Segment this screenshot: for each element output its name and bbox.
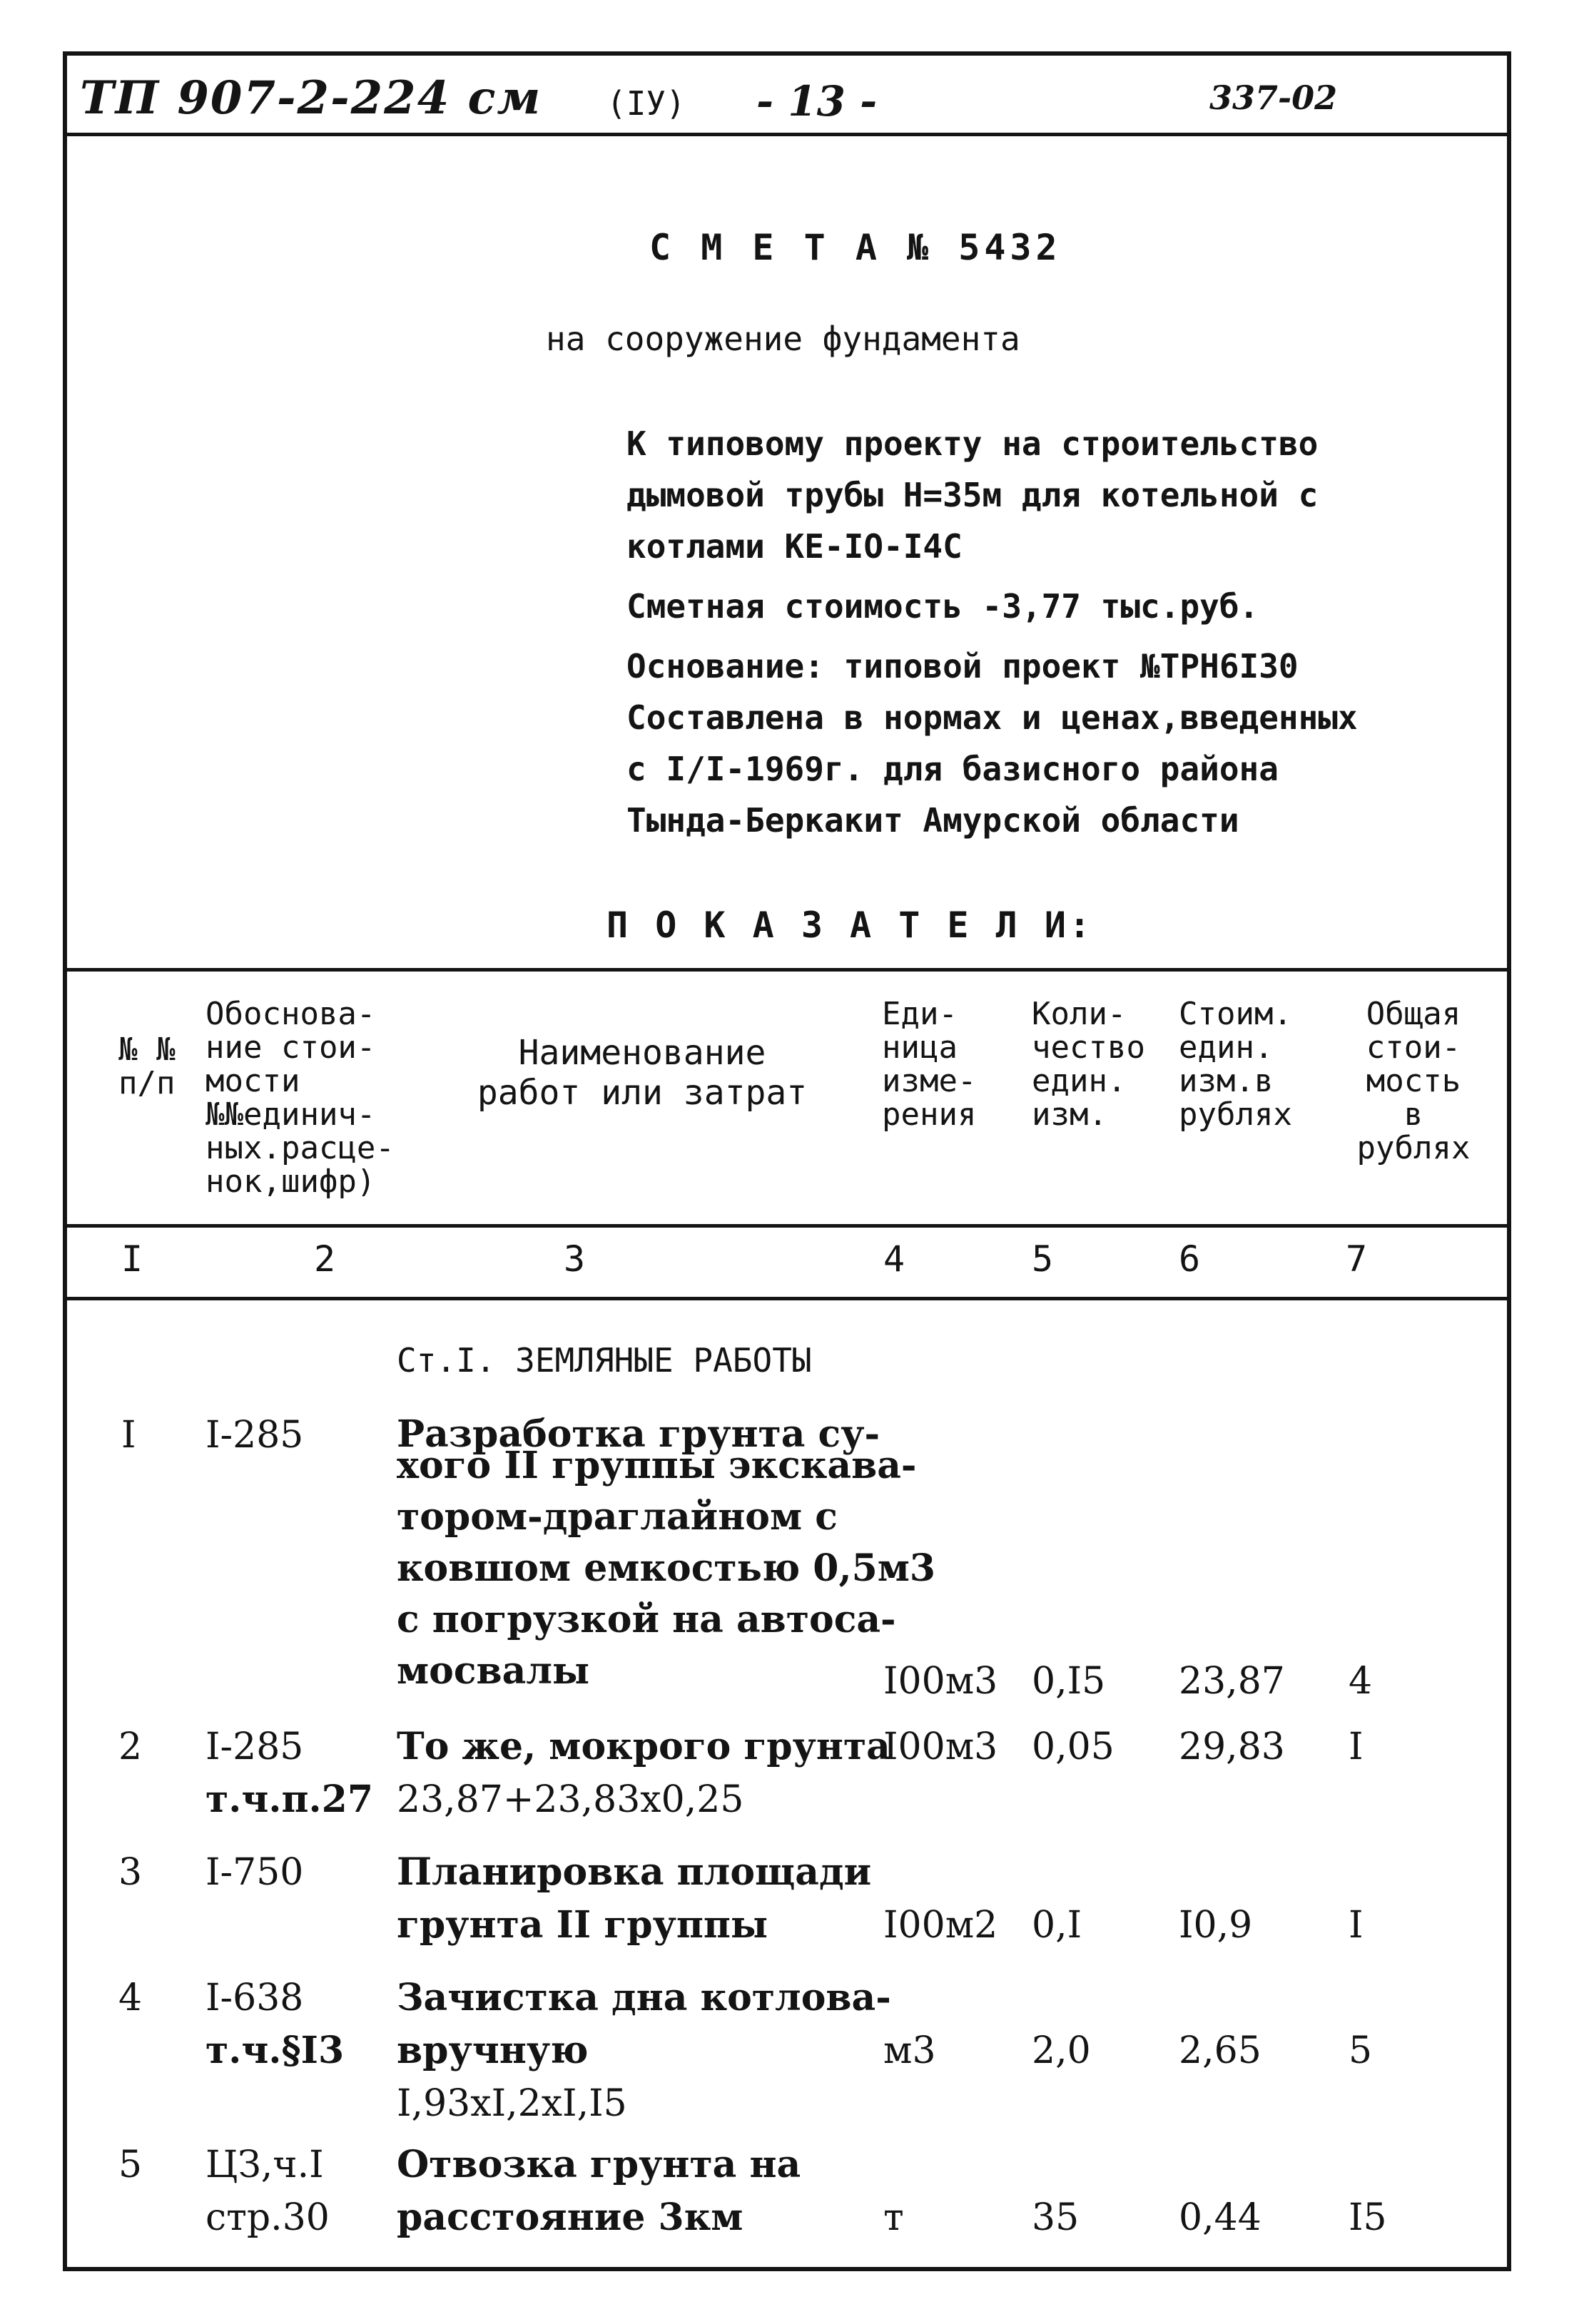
header-col-basis: Обоснова- ние стои- мости №№единич- ных.расце- нок,шифр) — [205, 996, 395, 1200]
column-number: 7 — [1346, 1238, 1368, 1280]
row-unit: I00м3 — [883, 1660, 998, 1703]
column-number: 4 — [883, 1238, 905, 1280]
basis-line: Составлена в нормах и ценах,введенных — [626, 698, 1358, 737]
column-numbers-rule — [63, 1297, 1511, 1300]
indicators-heading: П О К А З А Т Е Л И: — [606, 904, 1094, 946]
row-unit-price: 0,44 — [1179, 2196, 1261, 2239]
row-total: I5 — [1349, 2196, 1387, 2239]
description-line: котлами КЕ-IO-I4C — [626, 527, 963, 566]
row-number: I — [121, 1414, 136, 1457]
row-quantity: 0,I5 — [1032, 1660, 1106, 1703]
row-code: I-285 — [205, 1414, 304, 1457]
header-col-unit-price: Стоим. един. изм.в рублях — [1179, 996, 1292, 1133]
row-unit: м3 — [883, 2029, 936, 2072]
row-unit: т — [883, 2196, 904, 2239]
estimate-subtitle: на сооружение фундамента — [546, 320, 1020, 358]
row-work-name: Зачистка дна котлова- вручную I,93хI,2хI,I5 — [397, 1976, 891, 2125]
table-header-rule — [63, 1224, 1511, 1228]
row-quantity: 0,I — [1032, 1904, 1082, 1947]
row-unit: I00м3 — [883, 1726, 998, 1768]
column-number: I — [121, 1238, 143, 1280]
row-unit-price: I0,9 — [1179, 1904, 1253, 1947]
row-total: 5 — [1349, 2029, 1373, 2072]
row-work-name: Отвозка грунта на расстояние 3км — [397, 2143, 801, 2239]
row-unit-price: 29,83 — [1179, 1726, 1285, 1768]
row-number: 2 — [118, 1726, 143, 1768]
row-total: 4 — [1349, 1660, 1373, 1703]
estimate-heading: С М Е Т А № 5432 — [649, 227, 1062, 268]
row-unit-price: 2,65 — [1179, 2029, 1261, 2072]
row-code: I-750 — [205, 1851, 304, 1894]
description-line: дымовой трубы Н=35м для котельной с — [626, 476, 1319, 514]
row-work-name: Планировка площади грунта II группы — [397, 1850, 872, 1947]
row-total: I — [1349, 1904, 1364, 1947]
row-work-name: То же, мокрого грунта 23,87+23,83х0,25 — [397, 1725, 890, 1821]
part-label: (IУ) — [606, 84, 686, 123]
section-title: Ст.I. ЗЕМЛЯНЫЕ РАБОТЫ — [397, 1341, 812, 1380]
header-col-quantity: Коли- чество един. изм. — [1032, 996, 1145, 1133]
column-number: 2 — [314, 1238, 336, 1280]
row-unit-price: 23,87 — [1179, 1660, 1285, 1703]
project-description — [626, 418, 1358, 846]
column-number: 5 — [1032, 1238, 1054, 1280]
column-numbers-row — [0, 1238, 1584, 1288]
description-line: К типовому проекту на строительство — [626, 424, 1319, 463]
page-number: - 13 - — [756, 77, 878, 126]
header-col-number: № № п/п — [118, 1031, 176, 1101]
basis-line: Тында-Беркакит Амурской области — [626, 801, 1239, 840]
row-quantity: 2,0 — [1032, 2029, 1091, 2072]
header-col-total: Общая стои- мость в рублях — [1356, 996, 1471, 1166]
row-number: 4 — [118, 1977, 143, 2019]
row-code: ЦЗ,ч.I стр.30 — [205, 2144, 330, 2239]
row-work-name: Разработка грунта су- хого II группы экскава- тором-драглайном с ковшом емкостью 0,5м3 с погрузкой на автоса- мосвалы — [397, 1412, 936, 1693]
row-number: 3 — [118, 1851, 143, 1894]
header-divider — [63, 133, 1511, 136]
estimated-cost: Сметная стоимость -3,77 тыс.руб. — [626, 587, 1259, 626]
row-code: I-285 т.ч.п.27 — [205, 1726, 374, 1821]
table-top-rule — [63, 968, 1511, 972]
row-number: 5 — [118, 2144, 143, 2186]
basis-line: Основание: типовой проект №ТРН6I30 — [626, 647, 1299, 686]
row-quantity: 0,05 — [1032, 1726, 1115, 1768]
project-code: ТП 907-2-224 см — [80, 71, 542, 125]
row-total: I — [1349, 1726, 1364, 1768]
column-number: 6 — [1179, 1238, 1201, 1280]
header-col-unit: Еди- ница изме- рения — [882, 996, 977, 1133]
sheet-stamp: 337-02 — [1209, 78, 1338, 117]
row-code: I-638 т.ч.§I3 — [205, 1977, 345, 2072]
basis-line: с I/I-1969г. для базисного района — [626, 750, 1279, 788]
row-unit: I00м2 — [883, 1904, 998, 1947]
column-number: 3 — [564, 1238, 586, 1280]
row-quantity: 35 — [1032, 2196, 1080, 2239]
header-col-name: Наименование работ или затрат — [477, 1033, 808, 1113]
